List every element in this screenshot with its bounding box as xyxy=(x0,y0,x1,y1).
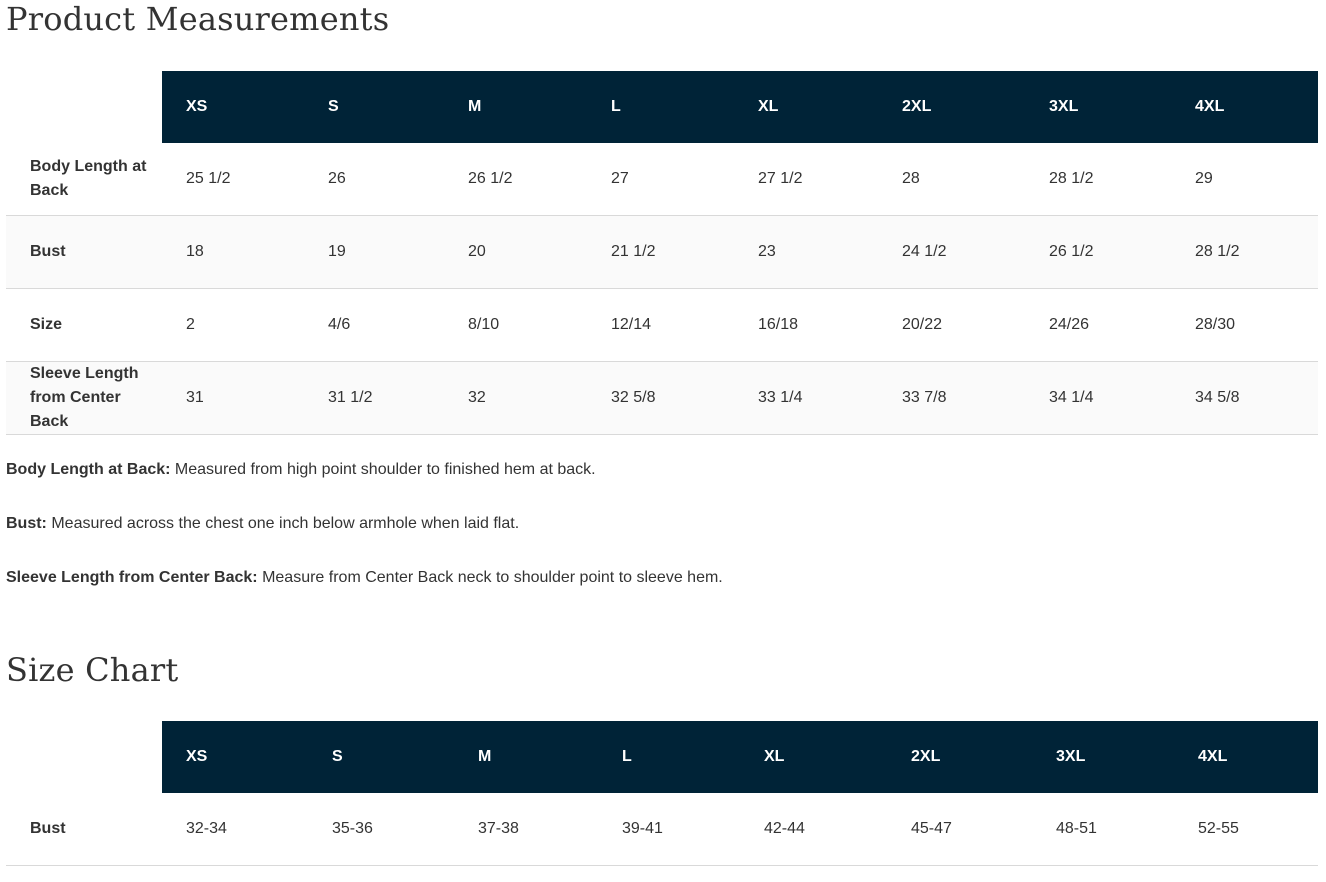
table-cell: 32 5/8 xyxy=(587,362,734,435)
table-cell: 26 xyxy=(304,143,444,216)
note-bust xyxy=(6,515,519,533)
table-cell: 28 1/2 xyxy=(1171,216,1318,289)
table-cell: 4/6 xyxy=(304,289,444,362)
size-header-s: S xyxy=(304,71,444,143)
size-header-s: S xyxy=(308,721,454,793)
table-cell: 12/14 xyxy=(587,289,734,362)
table-cell: 48-51 xyxy=(1032,793,1174,866)
note-text: Measure from Center Back neck to shoulder point to sleeve hem. xyxy=(257,569,723,586)
table-cell: 20/22 xyxy=(878,289,1025,362)
product-measurements-title: Product Measurements xyxy=(6,0,390,38)
row-label-sleeve-length: Sleeve Length from Center Back xyxy=(6,362,162,435)
note-body-length xyxy=(6,461,596,479)
table-cell: 33 7/8 xyxy=(878,362,1025,435)
table-cell: 26 1/2 xyxy=(444,143,587,216)
table-row xyxy=(6,289,1318,362)
table-cell: 42-44 xyxy=(740,793,887,866)
table-cell: 28 1/2 xyxy=(1025,143,1171,216)
table-cell: 27 1/2 xyxy=(734,143,878,216)
table-cell: 24/26 xyxy=(1025,289,1171,362)
table-cell: 20 xyxy=(444,216,587,289)
table-cell: 37-38 xyxy=(454,793,598,866)
table-row xyxy=(6,362,1318,435)
note-term: Bust: xyxy=(6,515,47,532)
header-corner xyxy=(6,71,162,143)
size-header-4xl: 4XL xyxy=(1171,71,1318,143)
row-label-bust: Bust xyxy=(6,793,162,866)
table-row xyxy=(6,143,1318,216)
size-header-row xyxy=(6,71,1318,143)
size-header-l: L xyxy=(598,721,740,793)
table-row xyxy=(6,793,1318,866)
table-cell: 31 1/2 xyxy=(304,362,444,435)
header-corner xyxy=(6,721,162,793)
size-header-2xl: 2XL xyxy=(887,721,1032,793)
table-cell: 19 xyxy=(304,216,444,289)
size-header-3xl: 3XL xyxy=(1025,71,1171,143)
size-chart-title: Size Chart xyxy=(6,651,179,689)
table-cell: 45-47 xyxy=(887,793,1032,866)
size-header-xl: XL xyxy=(734,71,878,143)
table-cell: 26 1/2 xyxy=(1025,216,1171,289)
size-header-3xl: 3XL xyxy=(1032,721,1174,793)
table-cell: 21 1/2 xyxy=(587,216,734,289)
table-cell: 52-55 xyxy=(1174,793,1318,866)
table-cell: 24 1/2 xyxy=(878,216,1025,289)
table-cell: 28/30 xyxy=(1171,289,1318,362)
table-cell: 2 xyxy=(162,289,304,362)
note-sleeve-length xyxy=(6,569,723,587)
size-header-row xyxy=(6,721,1318,793)
row-label-size: Size xyxy=(6,289,162,362)
size-chart-table xyxy=(6,721,1318,866)
table-cell: 27 xyxy=(587,143,734,216)
table-cell: 35-36 xyxy=(308,793,454,866)
size-header-4xl: 4XL xyxy=(1174,721,1318,793)
size-header-xs: XS xyxy=(162,71,304,143)
product-measurements-table xyxy=(6,71,1318,435)
table-cell: 28 xyxy=(878,143,1025,216)
table-cell: 32 xyxy=(444,362,587,435)
table-cell: 32-34 xyxy=(162,793,308,866)
table-cell: 23 xyxy=(734,216,878,289)
size-header-l: L xyxy=(587,71,734,143)
note-term: Body Length at Back: xyxy=(6,461,171,478)
note-term: Sleeve Length from Center Back: xyxy=(6,569,258,586)
table-cell: 18 xyxy=(162,216,304,289)
row-label-bust: Bust xyxy=(6,216,162,289)
table-cell: 34 5/8 xyxy=(1171,362,1318,435)
size-header-xs: XS xyxy=(162,721,308,793)
table-cell: 8/10 xyxy=(444,289,587,362)
size-header-m: M xyxy=(444,71,587,143)
note-text: Measured across the chest one inch below armhole when laid flat. xyxy=(46,515,520,532)
row-label-body-length: Body Length at Back xyxy=(6,143,162,216)
table-row xyxy=(6,216,1318,289)
table-cell: 34 1/4 xyxy=(1025,362,1171,435)
table-cell: 33 1/4 xyxy=(734,362,878,435)
table-cell: 16/18 xyxy=(734,289,878,362)
table-cell: 25 1/2 xyxy=(162,143,304,216)
size-header-m: M xyxy=(454,721,598,793)
table-cell: 39-41 xyxy=(598,793,740,866)
table-cell: 31 xyxy=(162,362,304,435)
size-header-2xl: 2XL xyxy=(878,71,1025,143)
table-cell: 29 xyxy=(1171,143,1318,216)
note-text: Measured from high point shoulder to finished hem at back. xyxy=(170,461,596,478)
size-header-xl: XL xyxy=(740,721,887,793)
